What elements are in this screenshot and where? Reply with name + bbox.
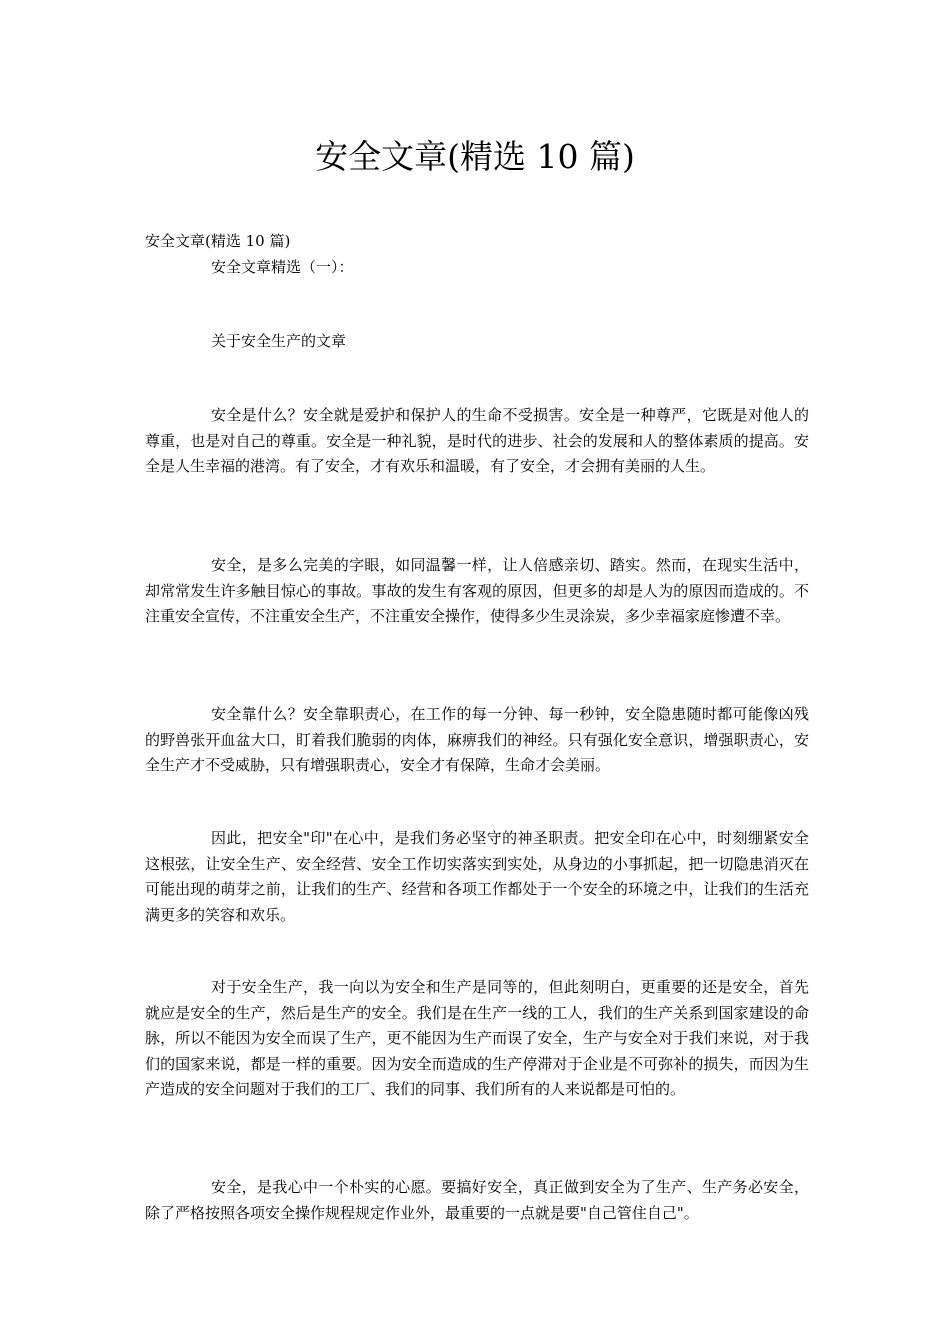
section-heading: 安全文章精选（一）： [211,258,354,276]
document-title: 安全文章(精选 10 篇) [315,137,635,176]
paragraph-4: 因此，把安全"印"在心中，是我们务必坚守的神圣职责。把安全印在心中，时刻绷紧安全这根弦，让安全生产、安全经营、安全工作切实落实到实处，从身边的小事抓起，把一切隐患消灭在可能出现的萌芽之前，让我们的生产、经营和各项工作都处于一个安全的环境之中，让我们的生活充满更多的笑容和欢乐。 [145,829,809,924]
paragraph-2: 安全，是多么完美的字眼，如同温馨一样，让人倍感亲切、踏实。然而，在现实生活中，却常常发生许多触目惊心的事故。事故的发生有客观的原因，但更多的却是人为的原因而造成的。不注重安全宣传，不注重安全生产，不注重安全操作，使得多少生灵涂炭，多少幸福家庭惨遭不幸。 [145,556,809,625]
article-title: 关于安全生产的文章 [211,332,347,350]
paragraph-6: 安全，是我心中一个朴实的心愿。要搞好安全，真正做到安全为了生产、生产务必安全，除了严格按照各项安全操作规程规定作业外，最重要的一点就是要"自己管住自己"。 [145,1178,809,1222]
paragraph-1: 安全是什么？安全就是爱护和保护人的生命不受损害。安全是一种尊严，它既是对他人的尊重，也是对自己的尊重。安全是一种礼貌，是时代的进步、社会的发展和人的整体素质的提高。安全是人生幸福的港湾。有了安全，才有欢乐和温暖，有了安全，才会拥有美丽的人生。 [145,406,809,475]
document-subtitle: 安全文章(精选 10 篇) [145,232,291,250]
paragraph-5: 对于安全生产，我一向以为安全和生产是同等的，但此刻明白，更重要的还是安全，首先就应是安全的生产，然后是生产的安全。我们是在生产一线的工人，我们的生产关系到国家建设的命脉，所以不能因为安全而误了生产，更不能因为生产而误了安全，生产与安全对于我们来说，对于我们的国家来说，都是一样的重要。因为安全而造成的生产停滞对于企业是不可弥补的损失，而因为生产造成的安全问题对于我们的工厂、我们的同事、我们所有的人来说都是可怕的。 [145,978,809,1098]
paragraph-3: 安全靠什么？安全靠职责心，在工作的每一分钟、每一秒钟，安全隐患随时都可能像凶残的野兽张开血盆大口，盯着我们脆弱的肉体，麻痹我们的神经。只有强化安全意识，增强职责心，安全生产才不受威胁，只有增强职责心，安全才有保障，生命才会美丽。 [145,705,809,774]
